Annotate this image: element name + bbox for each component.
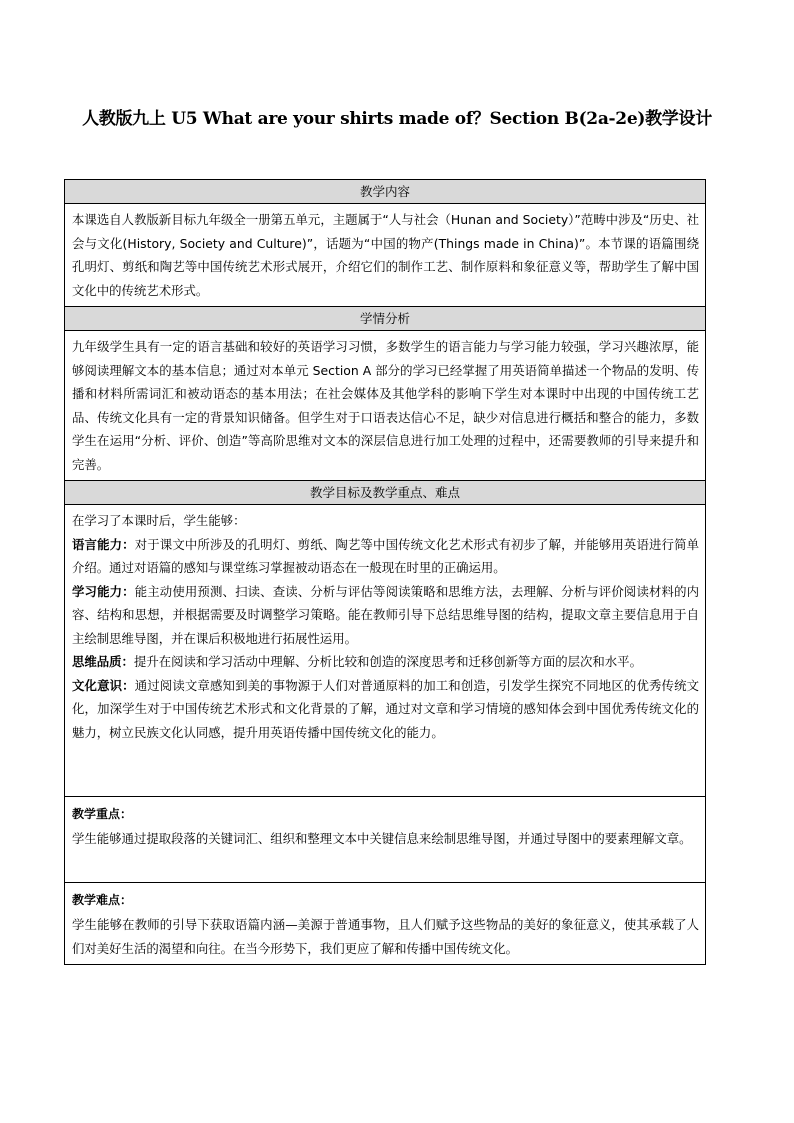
section-header-row [65, 481, 706, 505]
section-goals-row [65, 505, 706, 797]
goal-item-learning [72, 580, 699, 651]
section-header-goals: 教学目标及教学重点、难点 [65, 481, 706, 505]
content-text: 本课选自人教版新目标九年级全一册第五单元，主题属于“人与社会（Hunan and Society）”范畴中涉及“历史、社会与文化(History, Society and Culture)”，话题为“中国的物产(Things made in China)”。本节课的语篇围绕孔明灯、剪纸和陶艺等中国传统艺术形式展开，介绍它们的制作工艺、制作原料和象征意义等，帮助学生了解中国文化中的传统艺术形式。 [72, 212, 699, 298]
section-focus-cell [65, 797, 706, 883]
section-content-row [65, 204, 706, 307]
difficulty-label: 教学难点： [72, 893, 133, 907]
goal-label: 学习能力： [72, 583, 135, 599]
section-focus-row [65, 797, 706, 883]
section-content-cell [65, 204, 706, 307]
difficulty-text: 学生能够在教师的引导下获取语篇内涵—美源于普通事物，且人们赋予这些物品的美好的象征意义，使其承载了人们对美好生活的渴望和向往。在当今形势下，我们更应了解和传播中国传统文化。 [72, 917, 699, 956]
focus-text: 学生能够通过提取段落的关键词汇、组织和整理文本中关键信息来绘制思维导图，并通过导图中的要素理解文章。 [72, 831, 692, 846]
goal-text: 能主动使用预测、扫读、查读、分析与评估等阅读策略和思维方法，去理解、分析与评价阅读材料的内容、结构和思想，并根据需要及时调整学习策略。能在教师引导下总结思维导图的结构，提取文章主要信息用于自主绘制思维导图，并在课后积极地进行拓展性运用。 [72, 583, 700, 646]
document-title: 人教版九上 U5 What are your shirts made of？Section B(2a-2e)教学设计 [82, 109, 712, 129]
section-goals-cell [65, 505, 706, 797]
goals-body [72, 509, 699, 744]
goal-item-thinking [72, 650, 699, 674]
goal-label: 文化意识： [72, 677, 135, 693]
goals-intro: 在学习了本课时后，学生能够： [72, 513, 246, 528]
analysis-text: 九年级学生具有一定的语言基础和较好的英语学习习惯，多数学生的语言能力与学习能力较强，学习兴趣浓厚，能够阅读理解文本的基本信息；通过对本单元 Section A 部分的学习已经掌握了用英语简单描述一个物品的发明、传播和材料所需词汇和被动语态的基本用法；在社会媒体及其他学科的影响下学生对本课时中出现的中国传统工艺品、传统文化具有一定的背景知识储备。但学生对于口语表达信心不足，缺少对信息进行概括和整合的能力，多数学生在运用“分析、评价、创造”等高阶思维对文本的深层信息进行加工处理的过程中，还需要教师的引导来提升和完善。 [72, 339, 699, 472]
lesson-plan-table [64, 179, 706, 965]
section-analysis-cell [65, 331, 706, 481]
section-header-row [65, 180, 706, 204]
focus-label: 教学重点： [72, 807, 133, 821]
goal-text: 对于课文中所涉及的孔明灯、剪纸、陶艺等中国传统文化艺术形式有初步了解，并能够用英语进行简单介绍。通过对语篇的感知与课堂练习掌握被动语态在一般现在时里的正确运用。 [72, 536, 700, 575]
goal-item-language [72, 533, 699, 580]
goal-label: 思维品质： [72, 654, 134, 669]
goal-text: 通过阅读文章感知到美的事物源于人们对普通原料的加工和创造，引发学生探究不同地区的优秀传统文化，加深学生对于中国传统艺术形式和文化背景的了解，通过对文章和学习情境的感知体会到中国优秀传统文化的魅力，树立民族文化认同感，提升用英语传播中国传统文化的能力。 [72, 677, 700, 740]
goal-item-culture [72, 674, 699, 745]
section-header-analysis: 学情分析 [65, 307, 706, 331]
section-header-content: 教学内容 [65, 180, 706, 204]
goal-text: 提升在阅读和学习活动中理解、分析比较和创造的深度思考和迁移创新等方面的层次和水平。 [133, 654, 642, 669]
goal-label: 语言能力： [72, 536, 135, 552]
section-difficulty-row [65, 883, 706, 965]
section-difficulty-cell [65, 883, 706, 965]
section-analysis-row [65, 331, 706, 481]
section-header-row [65, 307, 706, 331]
